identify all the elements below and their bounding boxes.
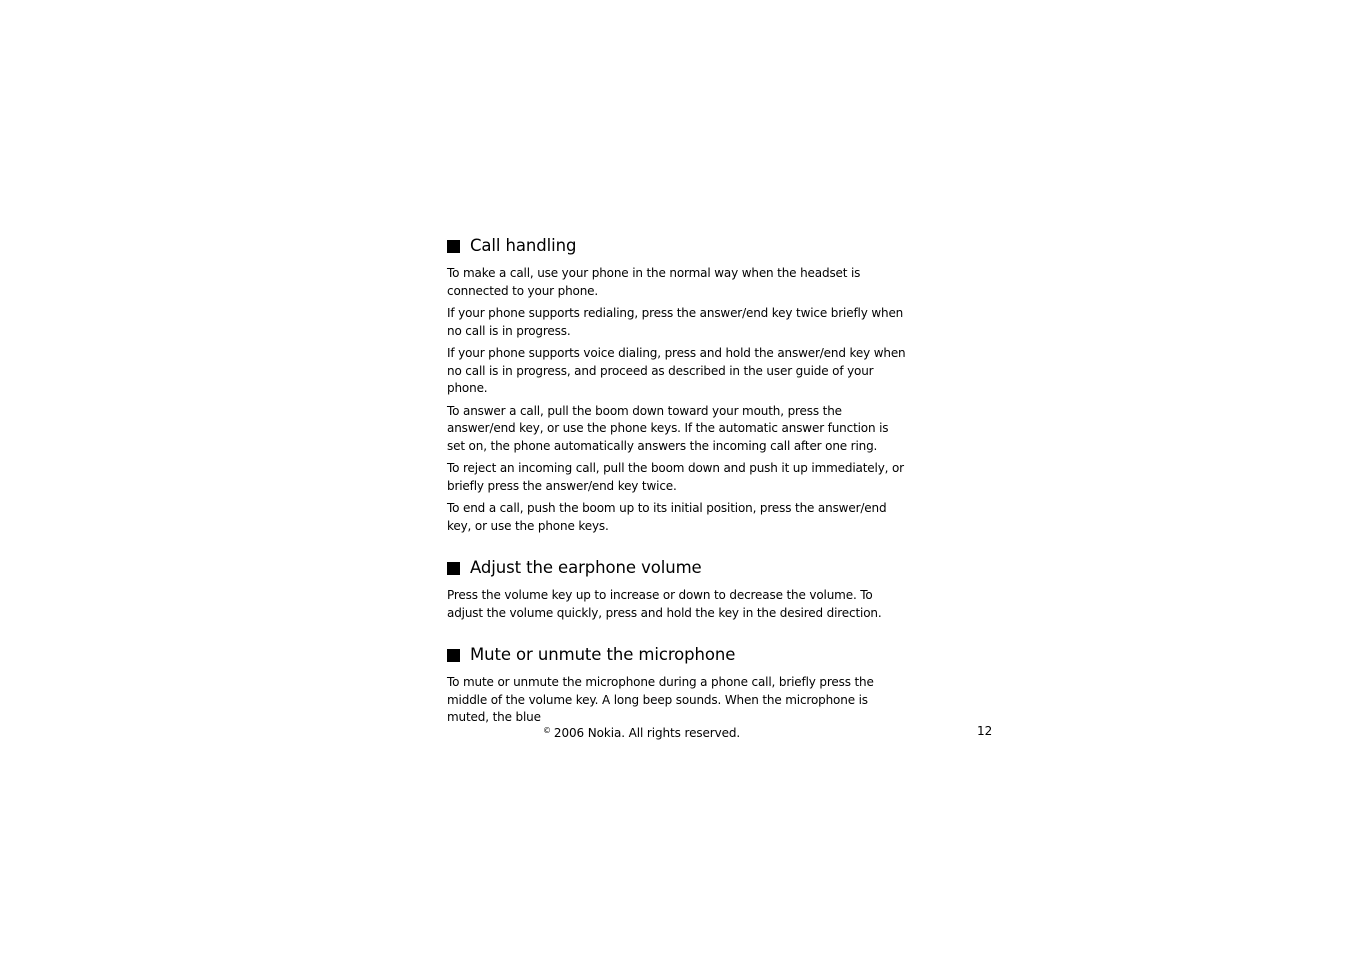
paragraph: If your phone supports voice dialing, press and hold the answer/end key when no call is in progress, and proceed as described in the user guide of your phone.: [447, 346, 906, 395]
square-bullet-icon: [447, 240, 460, 253]
paragraph: To answer a call, pull the boom down toward your mouth, press the answer/end key, or use the phone keys. If the automatic answer function is set on, the phone automatically answers the incoming call after one ring.: [447, 403, 889, 453]
paragraph: To reject an incoming call, pull the boom down and push it up immediately, or briefly press the answer/end key twice.: [447, 461, 904, 493]
copyright-footer: [543, 722, 740, 742]
paragraph: To mute or unmute the microphone during a phone call, briefly press the middle of the volume key. A long beep sounds. When the microphone is muted, the blue: [447, 675, 874, 724]
heading-text: Call handling: [470, 236, 577, 255]
paragraph: Press the volume key up to increase or down to decrease the volume. To adjust the volume quickly, press and hold the key in the desired direction.: [447, 588, 882, 620]
heading-text: Mute or unmute the microphone: [470, 645, 736, 664]
heading-text: Adjust the earphone volume: [470, 558, 702, 577]
document-body: [447, 234, 907, 732]
section-heading-call-handling: [447, 234, 907, 258]
square-bullet-icon: [447, 562, 460, 575]
square-bullet-icon: [447, 649, 460, 662]
section-heading-mute-microphone: [447, 643, 907, 667]
copyright-text: 2006 Nokia. All rights reserved.: [553, 726, 741, 740]
section-heading-adjust-volume: [447, 556, 907, 580]
page-number: 12: [977, 724, 993, 738]
paragraph: To make a call, use your phone in the normal way when the headset is connected to your phone.: [447, 266, 861, 298]
paragraph: If your phone supports redialing, press the answer/end key twice briefly when no call is in progress.: [447, 306, 904, 338]
paragraph: To end a call, push the boom up to its initial position, press the answer/end key, or use the phone keys.: [447, 501, 887, 533]
copyright-symbol: ©: [543, 726, 551, 735]
